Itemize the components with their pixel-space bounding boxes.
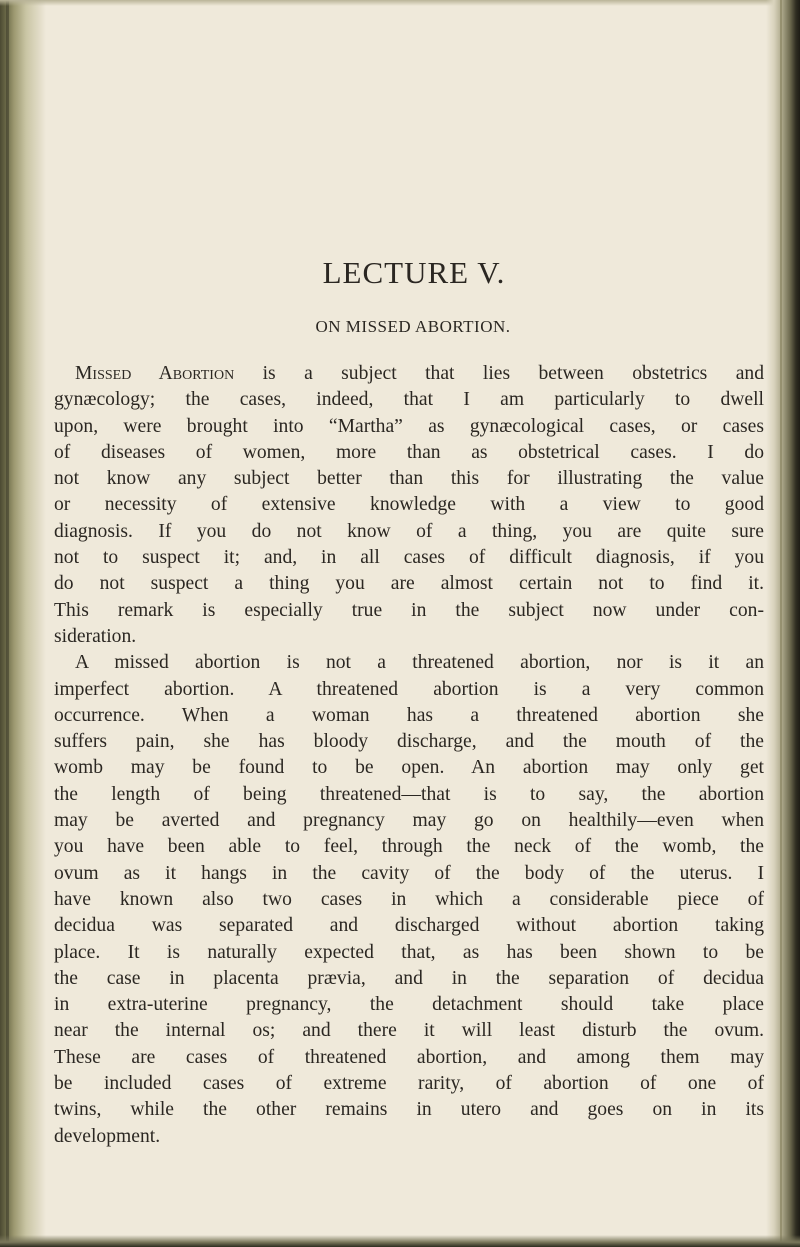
text-line: place. It is naturally expected that, as has been shown to be [54,941,764,963]
page-top-edge [0,0,800,6]
paragraph-2 [54,650,764,1150]
text-line: upon, were brought into “Martha” as gynæcological cases, or cases [54,415,764,437]
section-heading: ON MISSED ABORTION. [315,317,511,336]
text-line: gynæcology; the cases, indeed, that I am particularly to dwell [54,389,764,411]
text-line: you have been able to feel, through the neck of the womb, the [54,836,764,858]
text-line: the length of being threatened—that is to say, the abortion [54,783,764,805]
text-line: in extra-uterine pregnancy, the detachment should take place [54,994,764,1016]
text-line: not to suspect it; and, in all cases of difficult diagnosis, if you [54,547,764,569]
page-right-edge [766,0,800,1247]
text-line: Missed Abortion is a subject that lies between obstetrics and [75,363,764,384]
text-line: do not suspect a thing you are almost certain not to find it. [54,573,764,595]
text-line: occurrence. When a woman has a threatened abortion she [54,704,764,726]
text-line: diagnosis. If you do not know of a thing, you are quite sure [54,520,764,542]
page-bottom-edge [0,1235,800,1247]
page-edge-line [780,0,782,1247]
text-line: sideration. [54,625,137,647]
text-line: imperfect abortion. A threatened abortion is a very common [54,678,764,700]
text-line: near the internal os; and there it will least disturb the ovum. [54,1020,764,1042]
text-line: A missed abortion is not a threatened abortion, nor is it an [75,652,764,674]
text-line: This remark is especially true in the subject now under con- [54,599,764,621]
text-line: the case in placenta prævia, and in the separation of decidua [54,967,764,989]
text-line: decidua was separated and discharged without abortion taking [54,915,764,937]
text-line: womb may be found to be open. An abortion may only get [54,757,764,779]
text-line: These are cases of threatened abortion, and among them may [54,1046,764,1068]
text-line: twins, while the other remains in utero and goes on in its [54,1099,764,1121]
binding-strip [6,0,9,1247]
text-line: of diseases of women, more than as obstetrical cases. I do [54,441,764,463]
lead-in-smallcaps: Missed Abortion [75,363,235,384]
text-line: or necessity of extensive knowledge with a view to good [54,494,764,516]
text-line: have known also two cases in which a considerable piece of [54,888,764,910]
paragraph-1 [54,361,764,650]
text-line: ovum as it hangs in the cavity of the body of the uterus. I [54,862,764,884]
text-line: suffers pain, she has bloody discharge, and the mouth of the [54,731,764,753]
lecture-heading: LECTURE V. [322,255,506,290]
text-line: be included cases of extreme rarity, of abortion of one of [54,1073,764,1095]
text-line: not know any subject better than this for illustrating the value [54,468,764,490]
text-line: development. [54,1125,161,1147]
text-line: may be averted and pregnancy may go on healthily—even when [54,810,764,832]
page-content [54,255,764,1150]
